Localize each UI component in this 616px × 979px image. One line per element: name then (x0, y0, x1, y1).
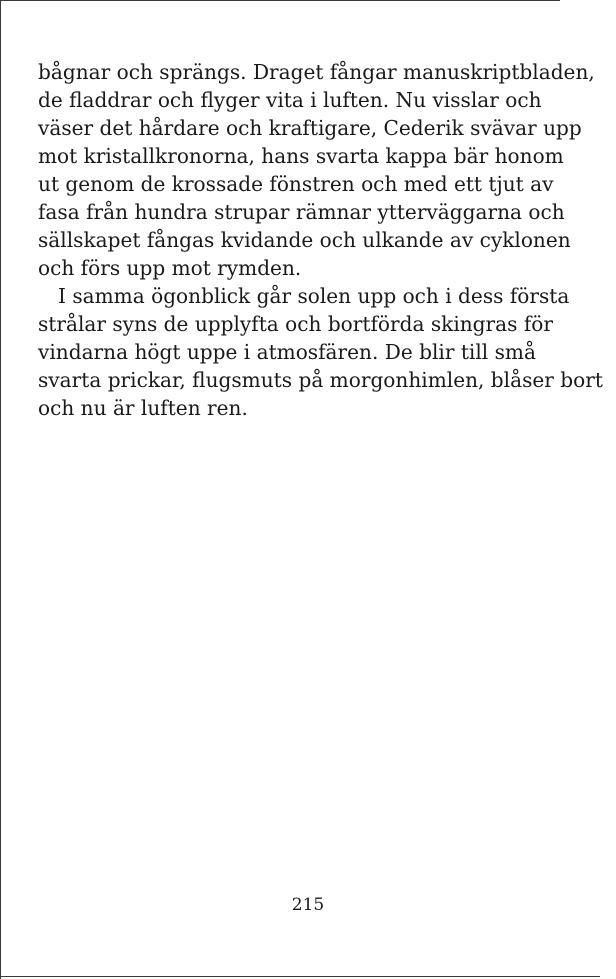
text-line: och förs upp mot rymden. (38, 256, 302, 280)
text-line: strålar syns de upplyfta och bortförda skingras för (38, 312, 553, 336)
paragraph-1 (38, 58, 595, 282)
text-line: ut genom de krossade fönstren och med ett tjut av (38, 172, 554, 196)
text-line: och nu är luften ren. (38, 396, 248, 420)
text-line: vindarna högt uppe i atmosfären. De blir till små (38, 340, 536, 364)
top-rule (0, 0, 560, 1)
bottom-rule (0, 976, 600, 977)
left-rule (0, 0, 1, 979)
text-line: mot kristallkronorna, hans svarta kappa bär honom (38, 144, 564, 168)
text-line: de fladdrar och flyger vita i luften. Nu visslar och (38, 88, 542, 112)
text-line: bågnar och sprängs. Draget fångar manuskriptbladen, (38, 60, 595, 84)
page-number: 215 (291, 895, 325, 915)
text-line: svarta prickar, flugsmuts på morgonhimlen, blåser bort (38, 368, 603, 392)
text-line: I samma ögonblick går solen upp och i dess första (58, 284, 570, 308)
page-body (38, 58, 603, 422)
text-line: väser det hårdare och kraftigare, Cederik svävar upp (38, 116, 582, 140)
text-line: sällskapet fångas kvidande och ulkande av cyklonen (38, 228, 571, 252)
paragraph-2 (38, 282, 603, 422)
text-line: fasa från hundra strupar rämnar ytterväggarna och (38, 200, 565, 224)
